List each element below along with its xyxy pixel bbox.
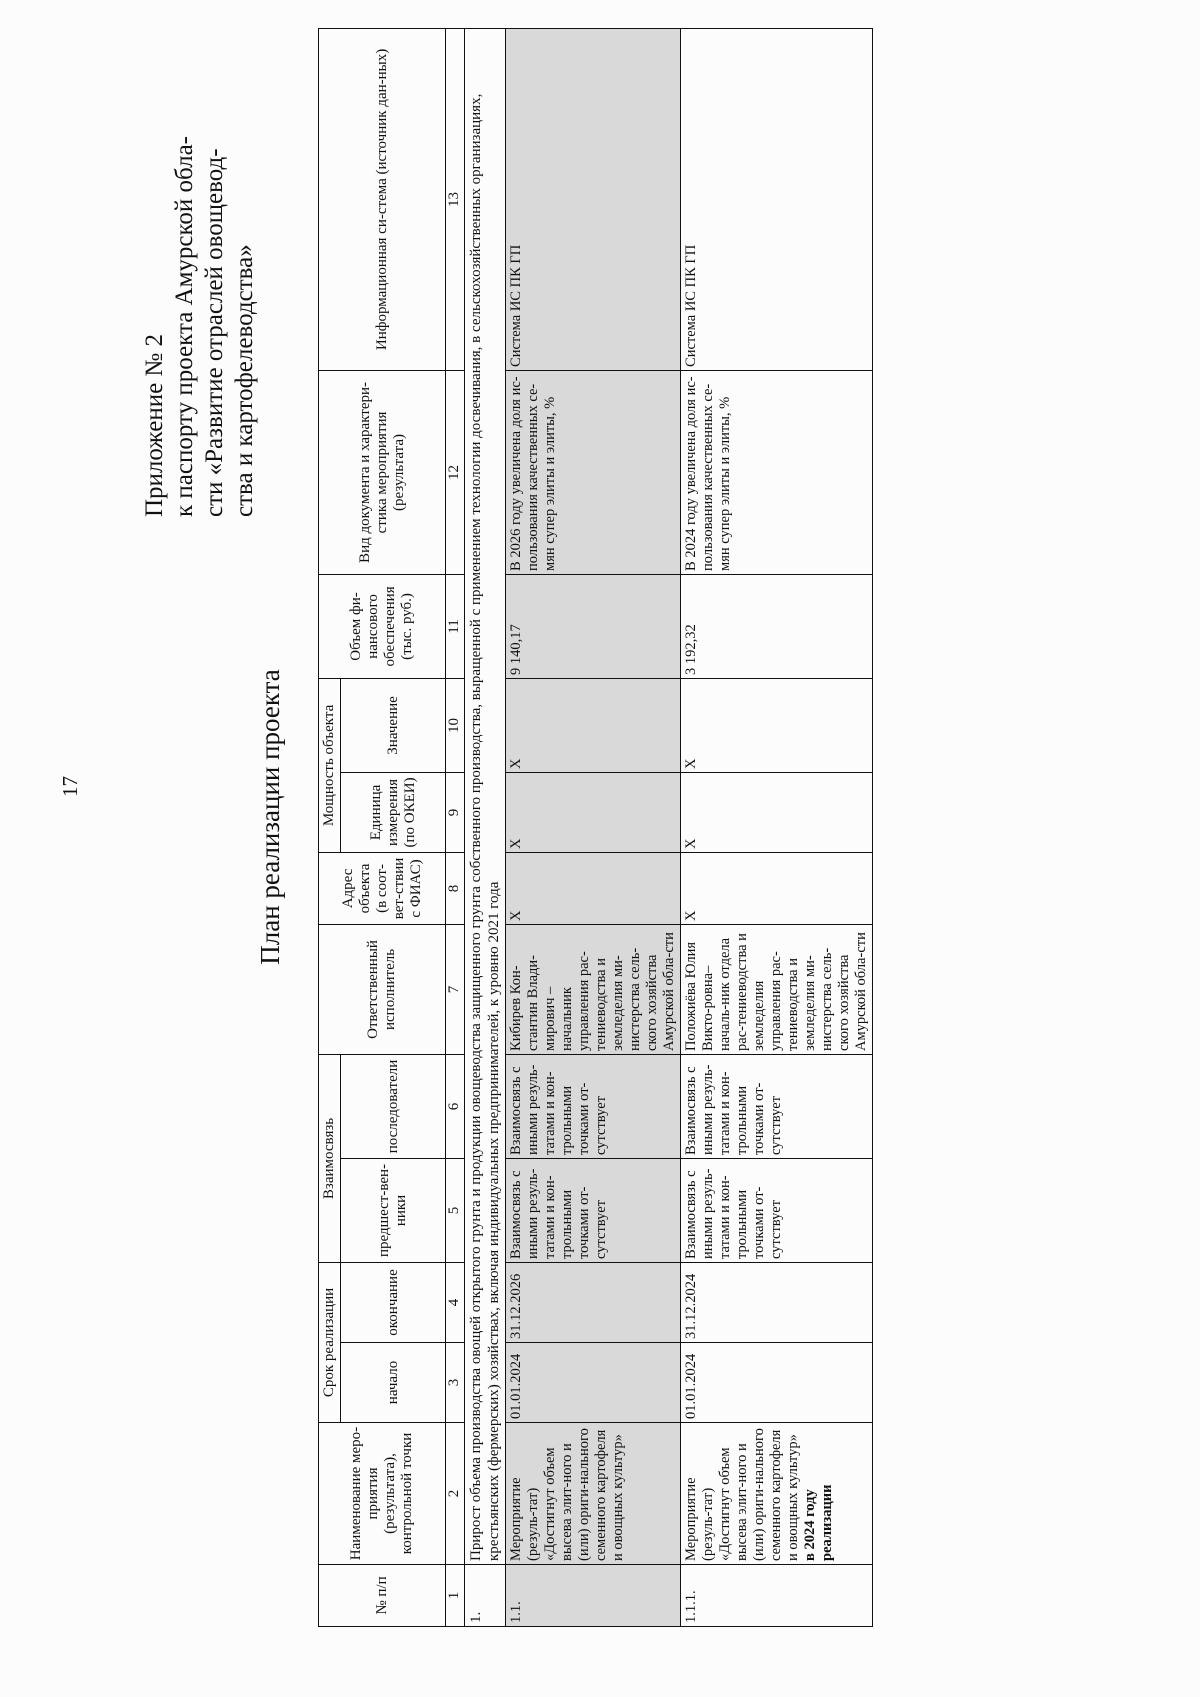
header-period-end: окончание xyxy=(341,1262,446,1342)
header-doc-type: Вид документа и характери-стика мероприятия (результата) xyxy=(319,370,446,574)
row-start-date: 01.01.2024 xyxy=(506,1343,681,1423)
project-plan-table xyxy=(318,28,873,1627)
header-capacity-value: Значение xyxy=(341,678,446,772)
goal-text: Прирост объема производства овощей открытого грунта и продукции овощеводства защищенного грунта собственного производства, выращенной с применением технологии досвечивания, в сельскохозяйственных организациях, крестьянских (фермерских) хозяйствах, включая индивидуальных предпринимателей, к уровню 2021 года xyxy=(465,28,506,1564)
row-name-text: Мероприятие (резуль-тат) «Достигнут объем высева элит-ного и (или) ориги-нального семенного картофеля и овощных культур» xyxy=(683,1428,801,1561)
row-predecessors: Взаимосвязь с иными резуль-татами и кон-трольными точками от-сутствует xyxy=(506,1158,681,1262)
column-number: 9 xyxy=(446,772,465,852)
row-capacity-value: X xyxy=(506,678,681,772)
column-number: 8 xyxy=(446,852,465,924)
header-period-start: начало xyxy=(341,1343,446,1423)
column-number: 10 xyxy=(446,678,465,772)
column-number: 12 xyxy=(446,370,465,574)
page-number: 17 xyxy=(58,776,82,797)
row-info-system: Система ИС ПК ГП xyxy=(681,28,873,370)
row-name-text: Мероприятие (резуль-тат) «Достигнут объем высева элит-ного и (или) ориги-нального семенного картофеля и овощных культур» xyxy=(508,1428,626,1561)
appendix-line-4: ства и картофелеводства» xyxy=(231,244,258,517)
header-row-1 xyxy=(319,28,341,1626)
row-doc-type: В 2026 году увеличена доля ис-пользования качественных се-мян супер элиты и элиты, % xyxy=(506,370,681,574)
header-capacity: Мощность объекта xyxy=(319,678,341,852)
header-capacity-unit: Единица измерения (по ОКЕИ) xyxy=(341,772,446,852)
column-number: 3 xyxy=(446,1343,465,1423)
column-number: 7 xyxy=(446,924,465,1054)
row-capacity-unit: X xyxy=(681,772,873,852)
row-name xyxy=(506,1423,681,1565)
row-name xyxy=(681,1423,873,1565)
row-capacity-value: X xyxy=(681,678,873,772)
row-responsible: Кибирев Кон-стантин Влади-мирович – начальник управления рас-тениеводства и земледелия ми-нистерства сель-ского хозяйства Амурской обла-сти xyxy=(506,924,681,1054)
header-link: Взаимосвязь xyxy=(319,1054,341,1262)
table-row xyxy=(506,28,681,1626)
row-capacity-unit: X xyxy=(506,772,681,852)
row-responsible: Положиёва Юлия Викто-ровна– началь-ник отдела рас-тениеводства и земледелия управления рас-тениеводства и земледелия ми-нистерства сель-ского хозяйства Амурской обла-сти xyxy=(681,924,873,1054)
row-finance: 3 192,32 xyxy=(681,574,873,678)
appendix-line-1: Приложение № 2 xyxy=(141,333,168,517)
row-info-system: Система ИС ПК ГП xyxy=(506,28,681,370)
header-period: Срок реализации xyxy=(319,1262,341,1422)
appendix-line-3: сти «Развитие отраслей овощевод- xyxy=(201,148,228,517)
column-number: 11 xyxy=(446,574,465,678)
goal-row xyxy=(465,28,506,1626)
header-name: Наименование меро-приятия (результата), контрольной точки xyxy=(319,1423,446,1565)
header-successors: последователи xyxy=(341,1054,446,1158)
row-name-bold: в 2024 году реализации xyxy=(802,1484,835,1561)
column-number: 5 xyxy=(446,1158,465,1262)
header-finance: Объем фи-нансового обеспечения (тыс. руб.) xyxy=(319,574,446,678)
row-predecessors: Взаимосвязь с иными резуль-татами и кон-трольными точками от-сутствует xyxy=(681,1158,873,1262)
goal-number: 1. xyxy=(465,1565,506,1627)
column-number: 13 xyxy=(446,28,465,370)
header-address: Адрес объекта (в соот-вет-ствии с ФИАС) xyxy=(319,852,446,924)
row-start-date: 01.01.2024 xyxy=(681,1343,873,1423)
column-number: 1 xyxy=(446,1565,465,1627)
row-finance: 9 140,17 xyxy=(506,574,681,678)
column-number: 2 xyxy=(446,1423,465,1565)
row-doc-type: В 2024 году увеличена доля ис-пользования качественных се-мян супер элиты и элиты, % xyxy=(681,370,873,574)
header-info-system: Информационная си-стема (источник дан-ных) xyxy=(319,28,446,370)
table-row xyxy=(681,28,873,1626)
row-address: X xyxy=(681,852,873,924)
appendix-line-2: к паспорту проекта Амурской обла- xyxy=(171,135,198,517)
plan-title: План реализации проекта xyxy=(255,669,285,965)
row-end-date: 31.12.2026 xyxy=(506,1262,681,1342)
appendix-header xyxy=(140,57,260,517)
row-end-date: 31.12.2024 xyxy=(681,1262,873,1342)
header-number: № п/п xyxy=(319,1565,446,1627)
header-predecessors: предшест-вен-ники xyxy=(341,1158,446,1262)
header-responsible: Ответственный исполнитель xyxy=(319,924,446,1054)
row-number: 1.1. xyxy=(506,1565,681,1627)
row-address: X xyxy=(506,852,681,924)
row-number: 1.1.1. xyxy=(681,1565,873,1627)
column-number-row xyxy=(446,28,465,1626)
row-successors: Взаимосвязь с иными резуль-татами и кон-трольными точками от-сутствует xyxy=(681,1054,873,1158)
column-number: 4 xyxy=(446,1262,465,1342)
column-number: 6 xyxy=(446,1054,465,1158)
row-successors: Взаимосвязь с иными резуль-татами и кон-трольными точками от-сутствует xyxy=(506,1054,681,1158)
